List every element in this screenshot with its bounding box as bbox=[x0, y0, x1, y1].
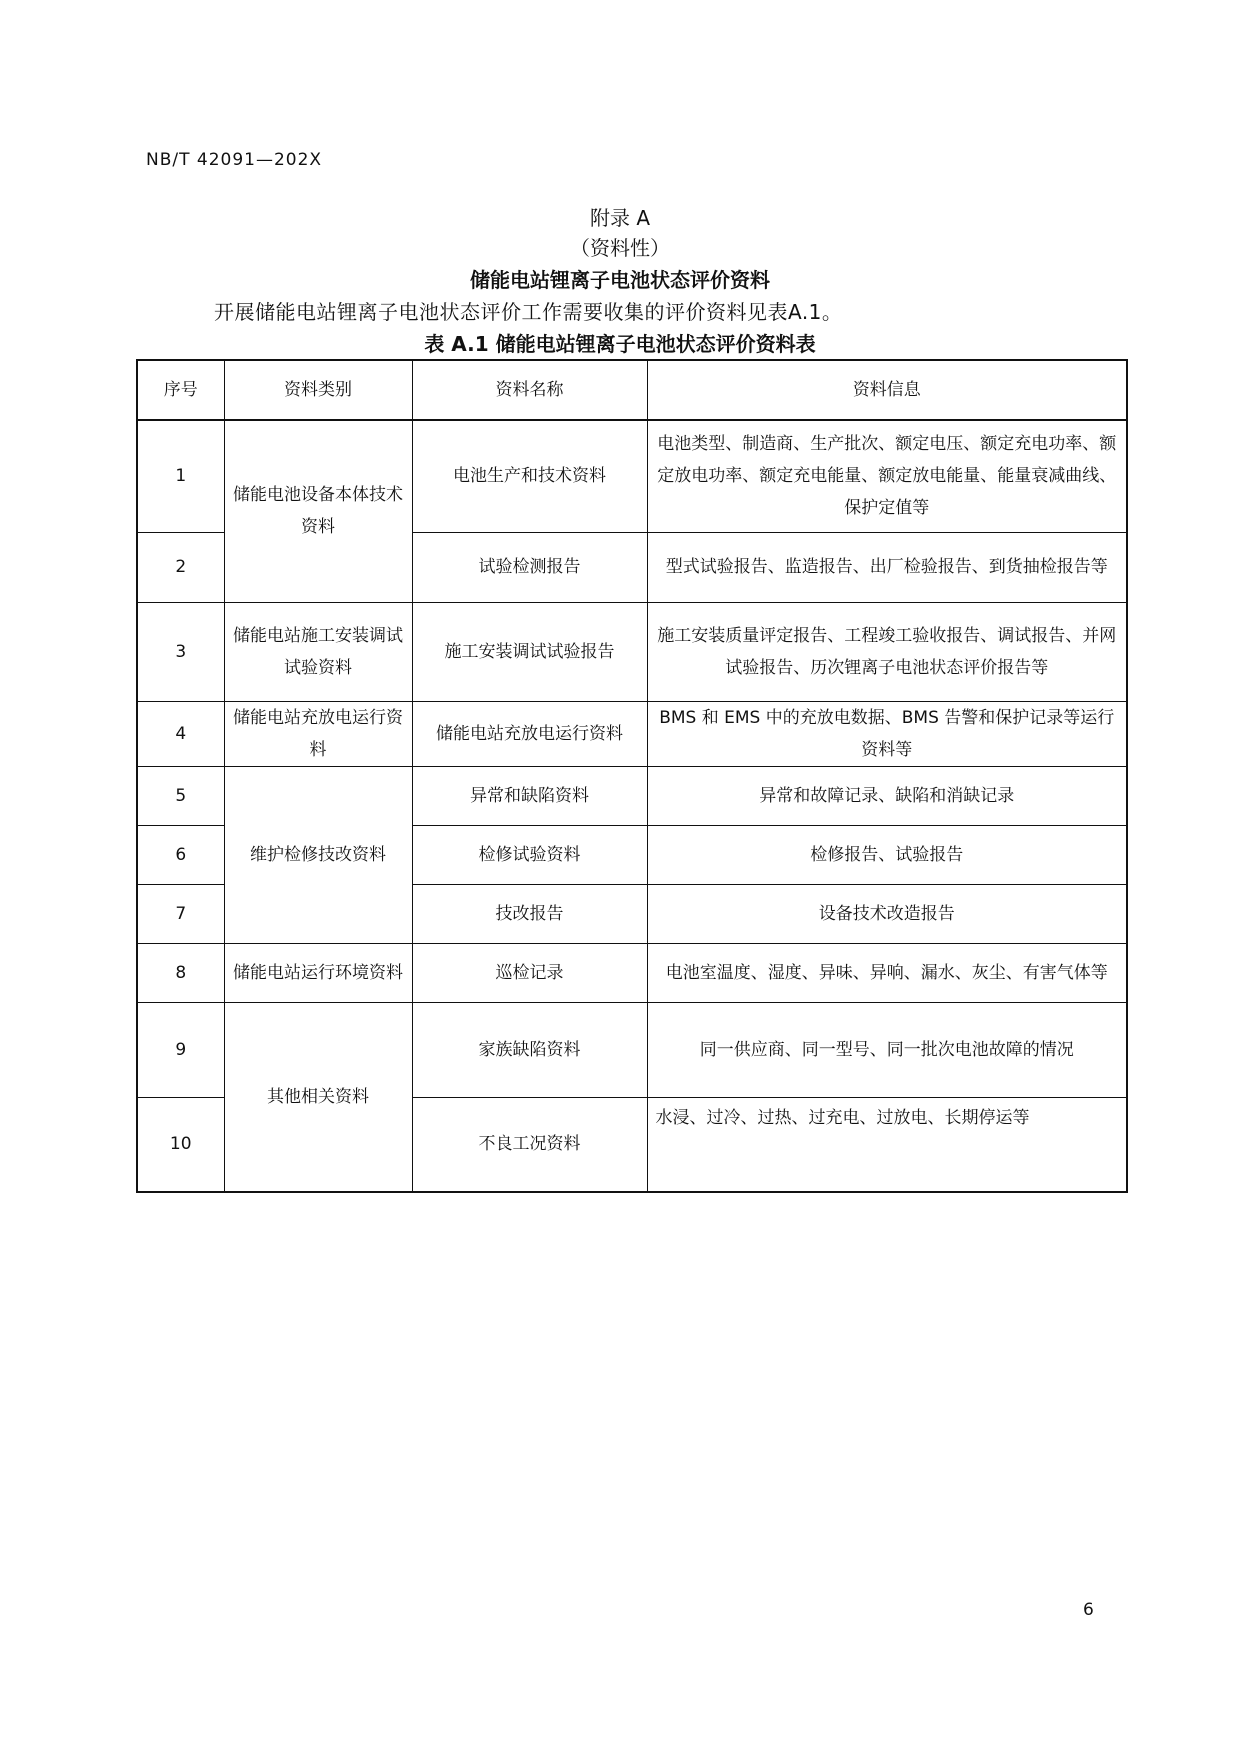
column-header-category: 资料类别 bbox=[224, 360, 412, 420]
appendix-nature: （资料性） bbox=[570, 236, 670, 260]
intro-paragraph: 开展储能电站锂离子电池状态评价工作需要收集的评价资料见表A.1。 bbox=[214, 300, 843, 324]
table-header-row bbox=[137, 360, 1127, 420]
document-name: 施工安装调试试验报告 bbox=[412, 602, 647, 701]
category-cell: 储能电站运行环境资料 bbox=[224, 943, 412, 1002]
table-row bbox=[137, 701, 1127, 766]
document-info: 电池室温度、湿度、异味、异响、漏水、灰尘、有害气体等 bbox=[647, 943, 1127, 1002]
evaluation-data-table bbox=[136, 359, 1128, 1193]
table-row bbox=[137, 943, 1127, 1002]
table-row bbox=[137, 420, 1127, 532]
table-caption: 表 A.1 储能电站锂离子电池状态评价资料表 bbox=[424, 332, 816, 356]
document-info: 电池类型、制造商、生产批次、额定电压、额定充电功率、额定放电功率、额定充电能量、额定放电能量、能量衰减曲线、保护定值等 bbox=[647, 420, 1127, 532]
row-number: 6 bbox=[137, 825, 224, 884]
document-name: 技改报告 bbox=[412, 884, 647, 943]
row-number: 10 bbox=[137, 1097, 224, 1192]
row-number: 9 bbox=[137, 1002, 224, 1097]
row-number: 3 bbox=[137, 602, 224, 701]
category-cell: 维护检修技改资料 bbox=[224, 766, 412, 943]
row-number: 1 bbox=[137, 420, 224, 532]
category-cell: 储能电站充放电运行资料 bbox=[224, 701, 412, 766]
document-info: BMS 和 EMS 中的充放电数据、BMS 告警和保护记录等运行资料等 bbox=[647, 701, 1127, 766]
row-number: 8 bbox=[137, 943, 224, 1002]
column-header-name: 资料名称 bbox=[412, 360, 647, 420]
column-header-no: 序号 bbox=[137, 360, 224, 420]
document-info: 异常和故障记录、缺陷和消缺记录 bbox=[647, 766, 1127, 825]
appendix-title: 附录 A bbox=[589, 206, 651, 230]
document-name: 试验检测报告 bbox=[412, 532, 647, 602]
document-name: 异常和缺陷资料 bbox=[412, 766, 647, 825]
standard-code: NB/T 42091—202X bbox=[146, 150, 323, 170]
column-header-info: 资料信息 bbox=[647, 360, 1127, 420]
table-row bbox=[137, 602, 1127, 701]
document-info: 检修报告、试验报告 bbox=[647, 825, 1127, 884]
document-info: 设备技术改造报告 bbox=[647, 884, 1127, 943]
document-name: 不良工况资料 bbox=[412, 1097, 647, 1192]
page-number: 6 bbox=[1083, 1600, 1094, 1620]
document-name: 储能电站充放电运行资料 bbox=[412, 701, 647, 766]
row-number: 2 bbox=[137, 532, 224, 602]
category-cell: 储能电池设备本体技术资料 bbox=[224, 420, 412, 602]
appendix-subject: 储能电站锂离子电池状态评价资料 bbox=[470, 268, 770, 292]
document-name: 家族缺陷资料 bbox=[412, 1002, 647, 1097]
category-cell: 其他相关资料 bbox=[224, 1002, 412, 1192]
table-row bbox=[137, 766, 1127, 825]
document-info: 水浸、过冷、过热、过充电、过放电、长期停运等 bbox=[647, 1097, 1127, 1192]
document-name: 检修试验资料 bbox=[412, 825, 647, 884]
row-number: 4 bbox=[137, 701, 224, 766]
document-info: 同一供应商、同一型号、同一批次电池故障的情况 bbox=[647, 1002, 1127, 1097]
document-info: 施工安装质量评定报告、工程竣工验收报告、调试报告、并网试验报告、历次锂离子电池状态评价报告等 bbox=[647, 602, 1127, 701]
document-name: 电池生产和技术资料 bbox=[412, 420, 647, 532]
table-row bbox=[137, 1002, 1127, 1097]
row-number: 5 bbox=[137, 766, 224, 825]
document-name: 巡检记录 bbox=[412, 943, 647, 1002]
category-cell: 储能电站施工安装调试试验资料 bbox=[224, 602, 412, 701]
document-info: 型式试验报告、监造报告、出厂检验报告、到货抽检报告等 bbox=[647, 532, 1127, 602]
row-number: 7 bbox=[137, 884, 224, 943]
